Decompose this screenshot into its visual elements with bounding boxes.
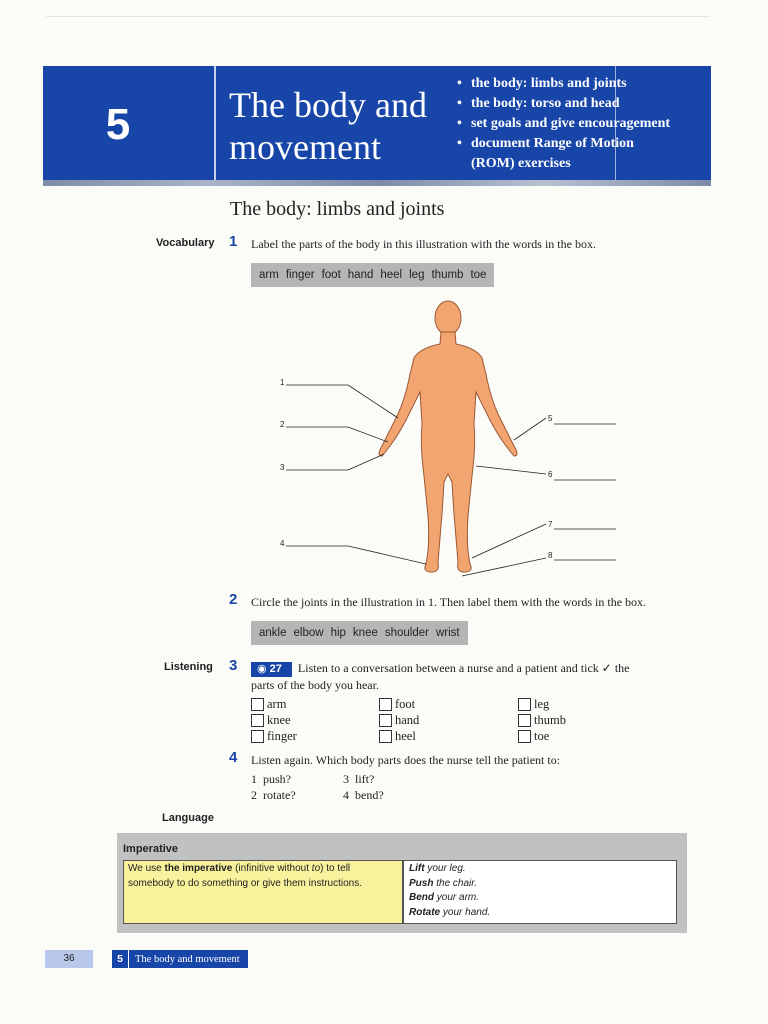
- audio-track-badge[interactable]: [251, 662, 292, 677]
- grammar-explanation: [123, 860, 403, 924]
- checkbox-label: thumb: [534, 713, 566, 727]
- question-text: lift?: [355, 772, 375, 786]
- checkbox-label: arm: [267, 697, 287, 711]
- question-text: rotate?: [263, 788, 296, 802]
- checkbox-item[interactable]: [379, 728, 419, 744]
- checkbox-label: toe: [534, 729, 550, 743]
- word: elbow: [293, 627, 324, 639]
- example-verb: Lift: [409, 863, 425, 874]
- unit-title: [229, 84, 459, 168]
- objective-item: • document Range of Motion (ROM) exercises: [457, 134, 671, 174]
- footer-unit-number: 5: [112, 950, 129, 968]
- checklist-column-1: [251, 696, 297, 744]
- example-verb: Bend: [409, 892, 434, 903]
- question-item: [251, 771, 291, 787]
- exercise-2-number: 2: [229, 591, 238, 608]
- question-text: bend?: [355, 788, 384, 802]
- language-label: Language: [162, 812, 214, 824]
- label-number-5: 5: [548, 414, 553, 423]
- checkbox-item[interactable]: [251, 728, 297, 744]
- checkbox[interactable]: [379, 714, 392, 727]
- grammar-heading: Imperative: [123, 843, 179, 855]
- checkbox[interactable]: [379, 698, 392, 711]
- checkbox-label: foot: [395, 697, 416, 711]
- label-number-2: 2: [280, 420, 285, 429]
- page-number: 36: [45, 950, 93, 968]
- checkbox-item[interactable]: [518, 728, 566, 744]
- checkbox-item[interactable]: [379, 696, 419, 712]
- word: shoulder: [384, 627, 429, 639]
- word: thumb: [431, 269, 464, 281]
- grammar-term: the imperative: [164, 863, 233, 874]
- top-rule: [46, 16, 710, 17]
- unit-number-box: [43, 66, 216, 180]
- grammar-examples: [403, 860, 677, 924]
- exercise-4-instruction: Listen again. Which body parts does the nurse tell the patient to:: [251, 753, 561, 767]
- checkbox-label: leg: [534, 697, 550, 711]
- exercise-4-number: 4: [229, 749, 238, 766]
- word: toe: [470, 269, 487, 281]
- question-number: 3: [343, 772, 349, 786]
- word-box-1: [251, 263, 494, 287]
- section-title: The body: limbs and joints: [230, 198, 445, 220]
- question-number: 4: [343, 788, 349, 802]
- label-number-6: 6: [548, 470, 553, 479]
- unit-title-line2: movement: [229, 127, 381, 167]
- question-item: [343, 771, 374, 787]
- question-item: [251, 787, 296, 803]
- label-number-7: 7: [548, 520, 553, 529]
- example-rest: the chair.: [433, 877, 477, 889]
- label-number-1: 1: [280, 378, 285, 387]
- track-number: 27: [269, 662, 282, 675]
- checkbox[interactable]: [251, 714, 264, 727]
- checkbox-item[interactable]: [251, 712, 297, 728]
- checkbox-label: hand: [395, 713, 420, 727]
- word: hip: [330, 627, 346, 639]
- checkbox[interactable]: [379, 730, 392, 743]
- instruction-line2: parts of the body you hear.: [251, 677, 379, 692]
- word: wrist: [435, 627, 460, 639]
- grammar-text: We use: [128, 863, 165, 874]
- checkbox-label: finger: [267, 729, 297, 743]
- example-line: [409, 877, 671, 892]
- objective-item: • set goals and give encouragement: [457, 114, 671, 134]
- label-number-8: 8: [548, 551, 553, 560]
- example-verb: Push: [409, 877, 434, 889]
- footer-unit-title: [112, 950, 248, 968]
- unit-title-line1: The body and: [229, 85, 427, 125]
- checklist-column-2: [379, 696, 419, 744]
- grammar-term-italic: to: [311, 863, 321, 874]
- grammar-text: (infinitive without: [232, 863, 312, 874]
- word: foot: [321, 269, 341, 281]
- word: heel: [380, 269, 403, 281]
- example-verb: Rotate: [409, 906, 441, 918]
- checklist-column-3: [518, 696, 566, 744]
- word: finger: [285, 269, 315, 281]
- word: knee: [352, 627, 378, 639]
- checkbox-label: knee: [267, 713, 291, 727]
- grammar-text: ) to tell somebody to do something or give them instructions.: [128, 863, 363, 889]
- example-line: [409, 906, 671, 921]
- word: hand: [347, 269, 374, 281]
- unit-banner: [43, 66, 711, 186]
- checkbox[interactable]: [518, 714, 531, 727]
- word-box-2: [251, 621, 468, 645]
- checkbox-item[interactable]: [251, 696, 297, 712]
- exercise-2-instruction: Circle the joints in the illustration in 1. Then label them with the words in the box.: [251, 595, 647, 609]
- banner-stripe: [43, 180, 711, 186]
- example-rest: your arm.: [434, 892, 480, 903]
- word: ankle: [259, 627, 287, 639]
- body-silhouette: [379, 301, 517, 572]
- listening-label: Listening: [164, 661, 213, 673]
- label-number-4: 4: [280, 539, 285, 548]
- grammar-box: [117, 833, 687, 933]
- question-number: 2: [251, 788, 257, 802]
- example-line: [409, 891, 671, 906]
- question-number: 1: [251, 772, 257, 786]
- word: arm: [259, 269, 279, 281]
- objective-item: • the body: torso and head: [457, 94, 671, 114]
- footer-title-text: The body and movement: [135, 954, 240, 965]
- example-line: [409, 862, 671, 877]
- instruction-line1: Listen to a conversation between a nurse and a patient and tick ✓ the: [297, 661, 630, 675]
- example-rest: your leg.: [424, 863, 466, 874]
- exercise-1-number: 1: [229, 233, 238, 250]
- checkbox[interactable]: [251, 730, 264, 743]
- checkbox-label: heel: [395, 729, 416, 743]
- unit-objectives: [457, 74, 671, 174]
- exercise-3-instruction: [251, 660, 630, 693]
- objective-item: • the body: limbs and joints: [457, 74, 671, 94]
- checkbox[interactable]: [251, 698, 264, 711]
- example-rest: your hand.: [440, 906, 491, 918]
- checkbox-item[interactable]: [518, 712, 566, 728]
- cd-icon: ◉: [257, 662, 270, 675]
- exercise-1-instruction: Label the parts of the body in this illustration with the words in the box.: [251, 237, 596, 251]
- word: leg: [409, 269, 425, 281]
- body-illustration: [276, 296, 626, 586]
- checkbox-item[interactable]: [518, 696, 566, 712]
- checkbox[interactable]: [518, 730, 531, 743]
- question-text: push?: [263, 772, 291, 786]
- vocabulary-label: Vocabulary: [156, 237, 215, 249]
- exercise-3-number: 3: [229, 657, 238, 674]
- checkbox[interactable]: [518, 698, 531, 711]
- label-number-3: 3: [280, 463, 285, 472]
- question-item: [343, 787, 384, 803]
- unit-number: 5: [105, 100, 131, 149]
- body-figure-svg: [276, 296, 626, 586]
- checkbox-item[interactable]: [379, 712, 419, 728]
